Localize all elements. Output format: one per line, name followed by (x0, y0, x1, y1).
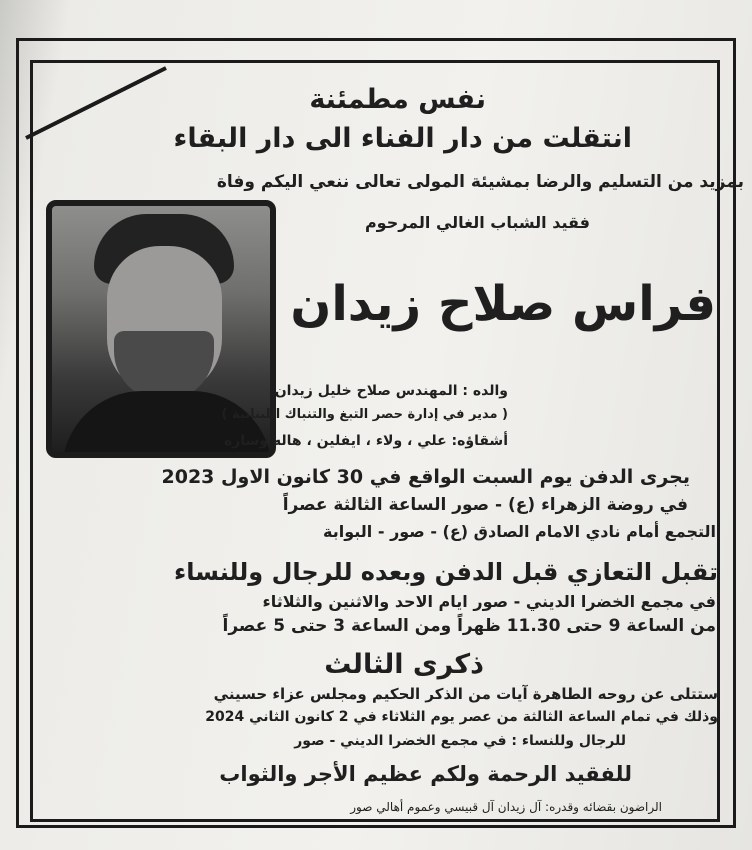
burial-line-2: في روضة الزهراء (ع) - صور الساعة الثالثة عصراً (282, 495, 688, 515)
condolence-line-2: في مجمع الخضرا الديني - صور ايام الاحد والاثنين والثلاثاء (262, 592, 716, 611)
deceased-name: فراس صلاح زيدان (290, 276, 716, 332)
father-line: والده : المهندس صلاح خليل زيدان (274, 383, 508, 399)
announcement-line: بمزيد من التسليم والرضا بمشيئة المولى تعالى ننعي اليكم وفاة (216, 172, 744, 192)
father-note: ( مدير في إدارة حصر التبغ والتنباك اللبنانية ) (221, 407, 508, 422)
burial-line-1: يجرى الدفن يوم السبت الواقع في 30 كانون الاول 2023 (161, 466, 690, 488)
mourning-ribbon-icon (16, 38, 216, 178)
third-day-line-3: للرجال وللنساء : في مجمع الخضرا الديني - صور (294, 733, 626, 749)
heading-transition: انتقلت من دار الفناء الى دار البقاء (173, 123, 632, 154)
mourners-line: الراضون بقضائه وقدره: آل زيدان آل قبيسي وعموم أهالي صور (350, 800, 662, 814)
third-day-line-2: وذلك في تمام الساعة الثالثة من عصر يوم الثلاثاء في 2 كانون الثاني 2024 (205, 709, 718, 725)
condolence-line-3: من الساعة 9 حتى 11.30 ظهراً ومن الساعة 3 حتى 5 عصراً (222, 616, 716, 636)
closing-line: للفقيد الرحمة ولكم عظيم الأجر والثواب (219, 762, 632, 786)
heading-soul: نفس مطمئنة (309, 84, 486, 115)
siblings-line: أشقاؤه: علي ، ولاء ، ايفلين ، هاله وساره (223, 433, 508, 449)
third-day-line-1: ستتلى عن روحه الطاهرة آيات من الذكر الحكيم ومجلس عزاء حسيني (213, 685, 718, 703)
third-day-title: ذكرى الثالث (324, 649, 484, 680)
deceased-title-line: فقيد الشباب الغالي المرحوم (364, 213, 590, 232)
burial-line-3: التجمع أمام نادي الامام الصادق (ع) - صور - البوابة (323, 522, 716, 541)
condolence-line-1: تقبل التعازي قبل الدفن وبعده للرجال وللنساء (174, 558, 718, 586)
